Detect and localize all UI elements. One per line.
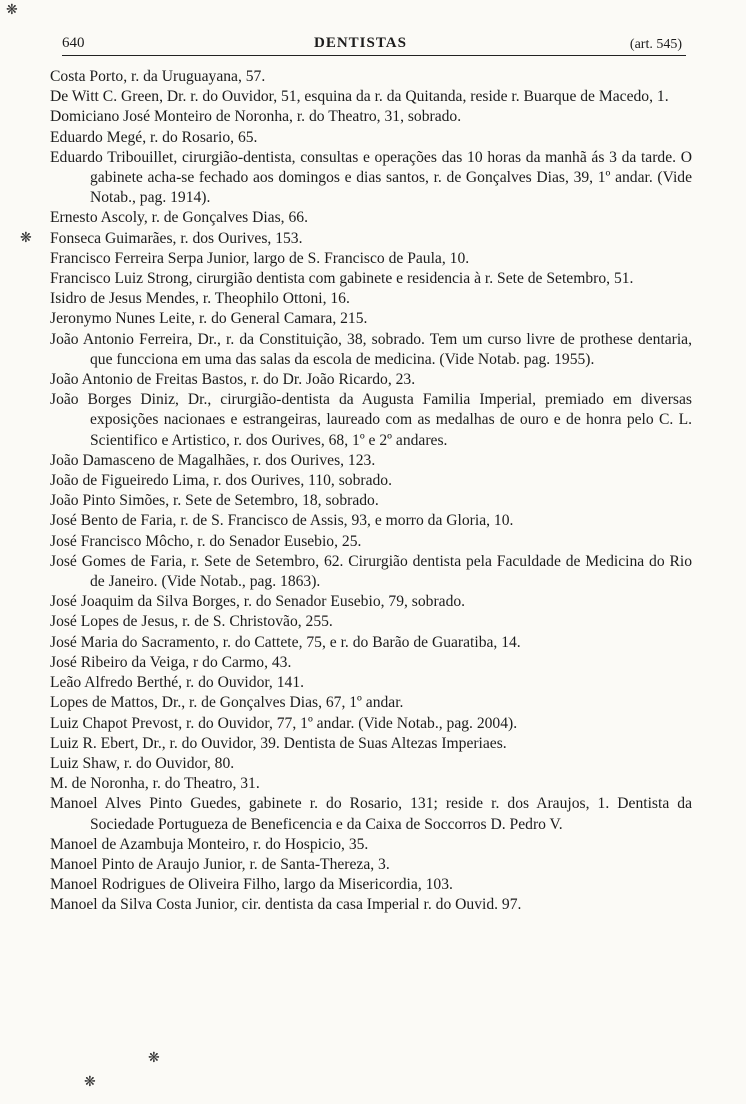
list-item: José Maria do Sacramento, r. do Cattete, 75, e r. do Barão de Guaratiba, 14. (50, 633, 521, 651)
list-item: Isidro de Jesus Mendes, r. Theophilo Ottoni, 16. (50, 290, 350, 308)
article-reference: (art. 545) (629, 37, 682, 52)
list-item: Eduardo Megé, r. do Rosario, 65. (50, 128, 258, 146)
list-item: José Lopes de Jesus, r. de S. Christovão, 255. (50, 613, 333, 631)
list-item: José Joaquim da Silva Borges, r. do Senador Eusebio, 79, sobrado. (50, 593, 466, 611)
list-item: Costa Porto, r. da Uruguayana, 57. (50, 68, 266, 85)
dentist-list (50, 67, 692, 916)
list-item: M. de Noronha, r. do Theatro, 31. (50, 775, 260, 793)
list-item: Eduardo Tribouillet, cirurgião-dentista, consultas e operações das 10 horas da manhã ás 3 da tarde. O gabinete acha-se fechado aos domingos e dias santos, r. de Gonçalves Dias, 39, 1º andar. (Vide Notab., pag. 1914). (50, 148, 692, 207)
list-item: Manoel Alves Pinto Guedes, gabinete r. do Rosario, 131; reside r. dos Araujos, 1. Dentista da Sociedade Portugueza de Beneficencia e da Caixa de Soccorros D. Pedro V. (50, 795, 692, 833)
list-item: Manoel Rodrigues de Oliveira Filho, largo da Misericordia, 103. (50, 876, 453, 894)
list-item: Luiz Shaw, r. do Ouvidor, 80. (50, 754, 235, 772)
list-item: Francisco Ferreira Serpa Junior, largo de S. Francisco de Paula, 10. (50, 249, 470, 267)
list-item: José Bento de Faria, r. de S. Francisco de Assis, 93, e morro da Gloria, 10. (50, 512, 514, 530)
list-item: João de Figueiredo Lima, r. dos Ourives, 110, sobrado. (50, 472, 392, 490)
list-item: João Antonio Ferreira, Dr., r. da Constituição, 38, sobrado. Tem um curso livre de prothese dentaria, que funcciona em uma das salas da escola de medicina. (Vide Notab. pag. 1955). (50, 330, 692, 368)
list-item: Luiz Chapot Prevost, r. do Ouvidor, 77, 1º andar. (Vide Notab., pag. 2004). (50, 714, 518, 732)
list-item: José Ribeiro da Veiga, r do Carmo, 43. (50, 653, 292, 671)
ink-smudge: ❋ (20, 231, 32, 246)
list-item: João Antonio de Freitas Bastos, r. do Dr. João Ricardo, 23. (50, 371, 416, 389)
page-title: DENTISTAS (314, 35, 407, 51)
page-number: 640 (62, 35, 85, 51)
list-item: Domiciano José Monteiro de Noronha, r. do Theatro, 31, sobrado. (50, 108, 462, 126)
list-item: Lopes de Mattos, Dr., r. de Gonçalves Dias, 67, 1º andar. (50, 694, 404, 712)
list-item: Luiz R. Ebert, Dr., r. do Ouvidor, 39. Dentista de Suas Altezas Imperiaes. (50, 734, 507, 752)
list-item: Jeronymo Nunes Leite, r. do General Camara, 215. (50, 310, 368, 328)
list-item: José Francisco Môcho, r. do Senador Eusebio, 25. (50, 532, 362, 550)
page-header (58, 30, 682, 58)
list-item: João Pinto Simões, r. Sete de Setembro, 18, sobrado. (50, 492, 379, 510)
list-item: João Borges Diniz, Dr., cirurgião-dentista da Augusta Familia Imperial, premiado em diversas exposições nacionaes e estrangeiras, laureado com as medalhas de ouro e de honra pelo C. L. Scientifico e Artistico, r. dos Ourives, 68, 1º e 2º andares. (50, 391, 692, 449)
ink-smudge: ❋ (148, 1051, 160, 1066)
list-item: De Witt C. Green, Dr. r. do Ouvidor, 51, esquina da r. da Quitanda, reside r. Buarque de Macedo, 1. (50, 88, 669, 106)
list-item: Manoel da Silva Costa Junior, cir. dentista da casa Imperial r. do Ouvid. 97. (50, 896, 522, 914)
ink-smudge: ❋ (6, 3, 18, 18)
list-item: Manoel Pinto de Araujo Junior, r. de Santa-Thereza, 3. (50, 855, 390, 873)
ink-smudge: ❋ (84, 1075, 96, 1090)
list-item: Fonseca Guimarães, r. dos Ourives, 153. (50, 229, 303, 247)
header-rule (62, 55, 686, 56)
list-item: João Damasceno de Magalhães, r. dos Ourives, 123. (50, 451, 376, 469)
list-item: Francisco Luiz Strong, cirurgião dentista com gabinete e residencia à r. Sete de Setembro, 51. (50, 270, 634, 288)
list-item: Ernesto Ascoly, r. de Gonçalves Dias, 66. (50, 209, 308, 227)
list-item: Manoel de Azambuja Monteiro, r. do Hospicio, 35. (50, 835, 369, 853)
list-item: Leão Alfredo Berthé, r. do Ouvidor, 141. (50, 674, 305, 692)
list-item: José Gomes de Faria, r. Sete de Setembro, 62. Cirurgião dentista pela Faculdade de Medicina do Rio de Janeiro. (Vide Notab., pag. 1863). (50, 552, 692, 591)
